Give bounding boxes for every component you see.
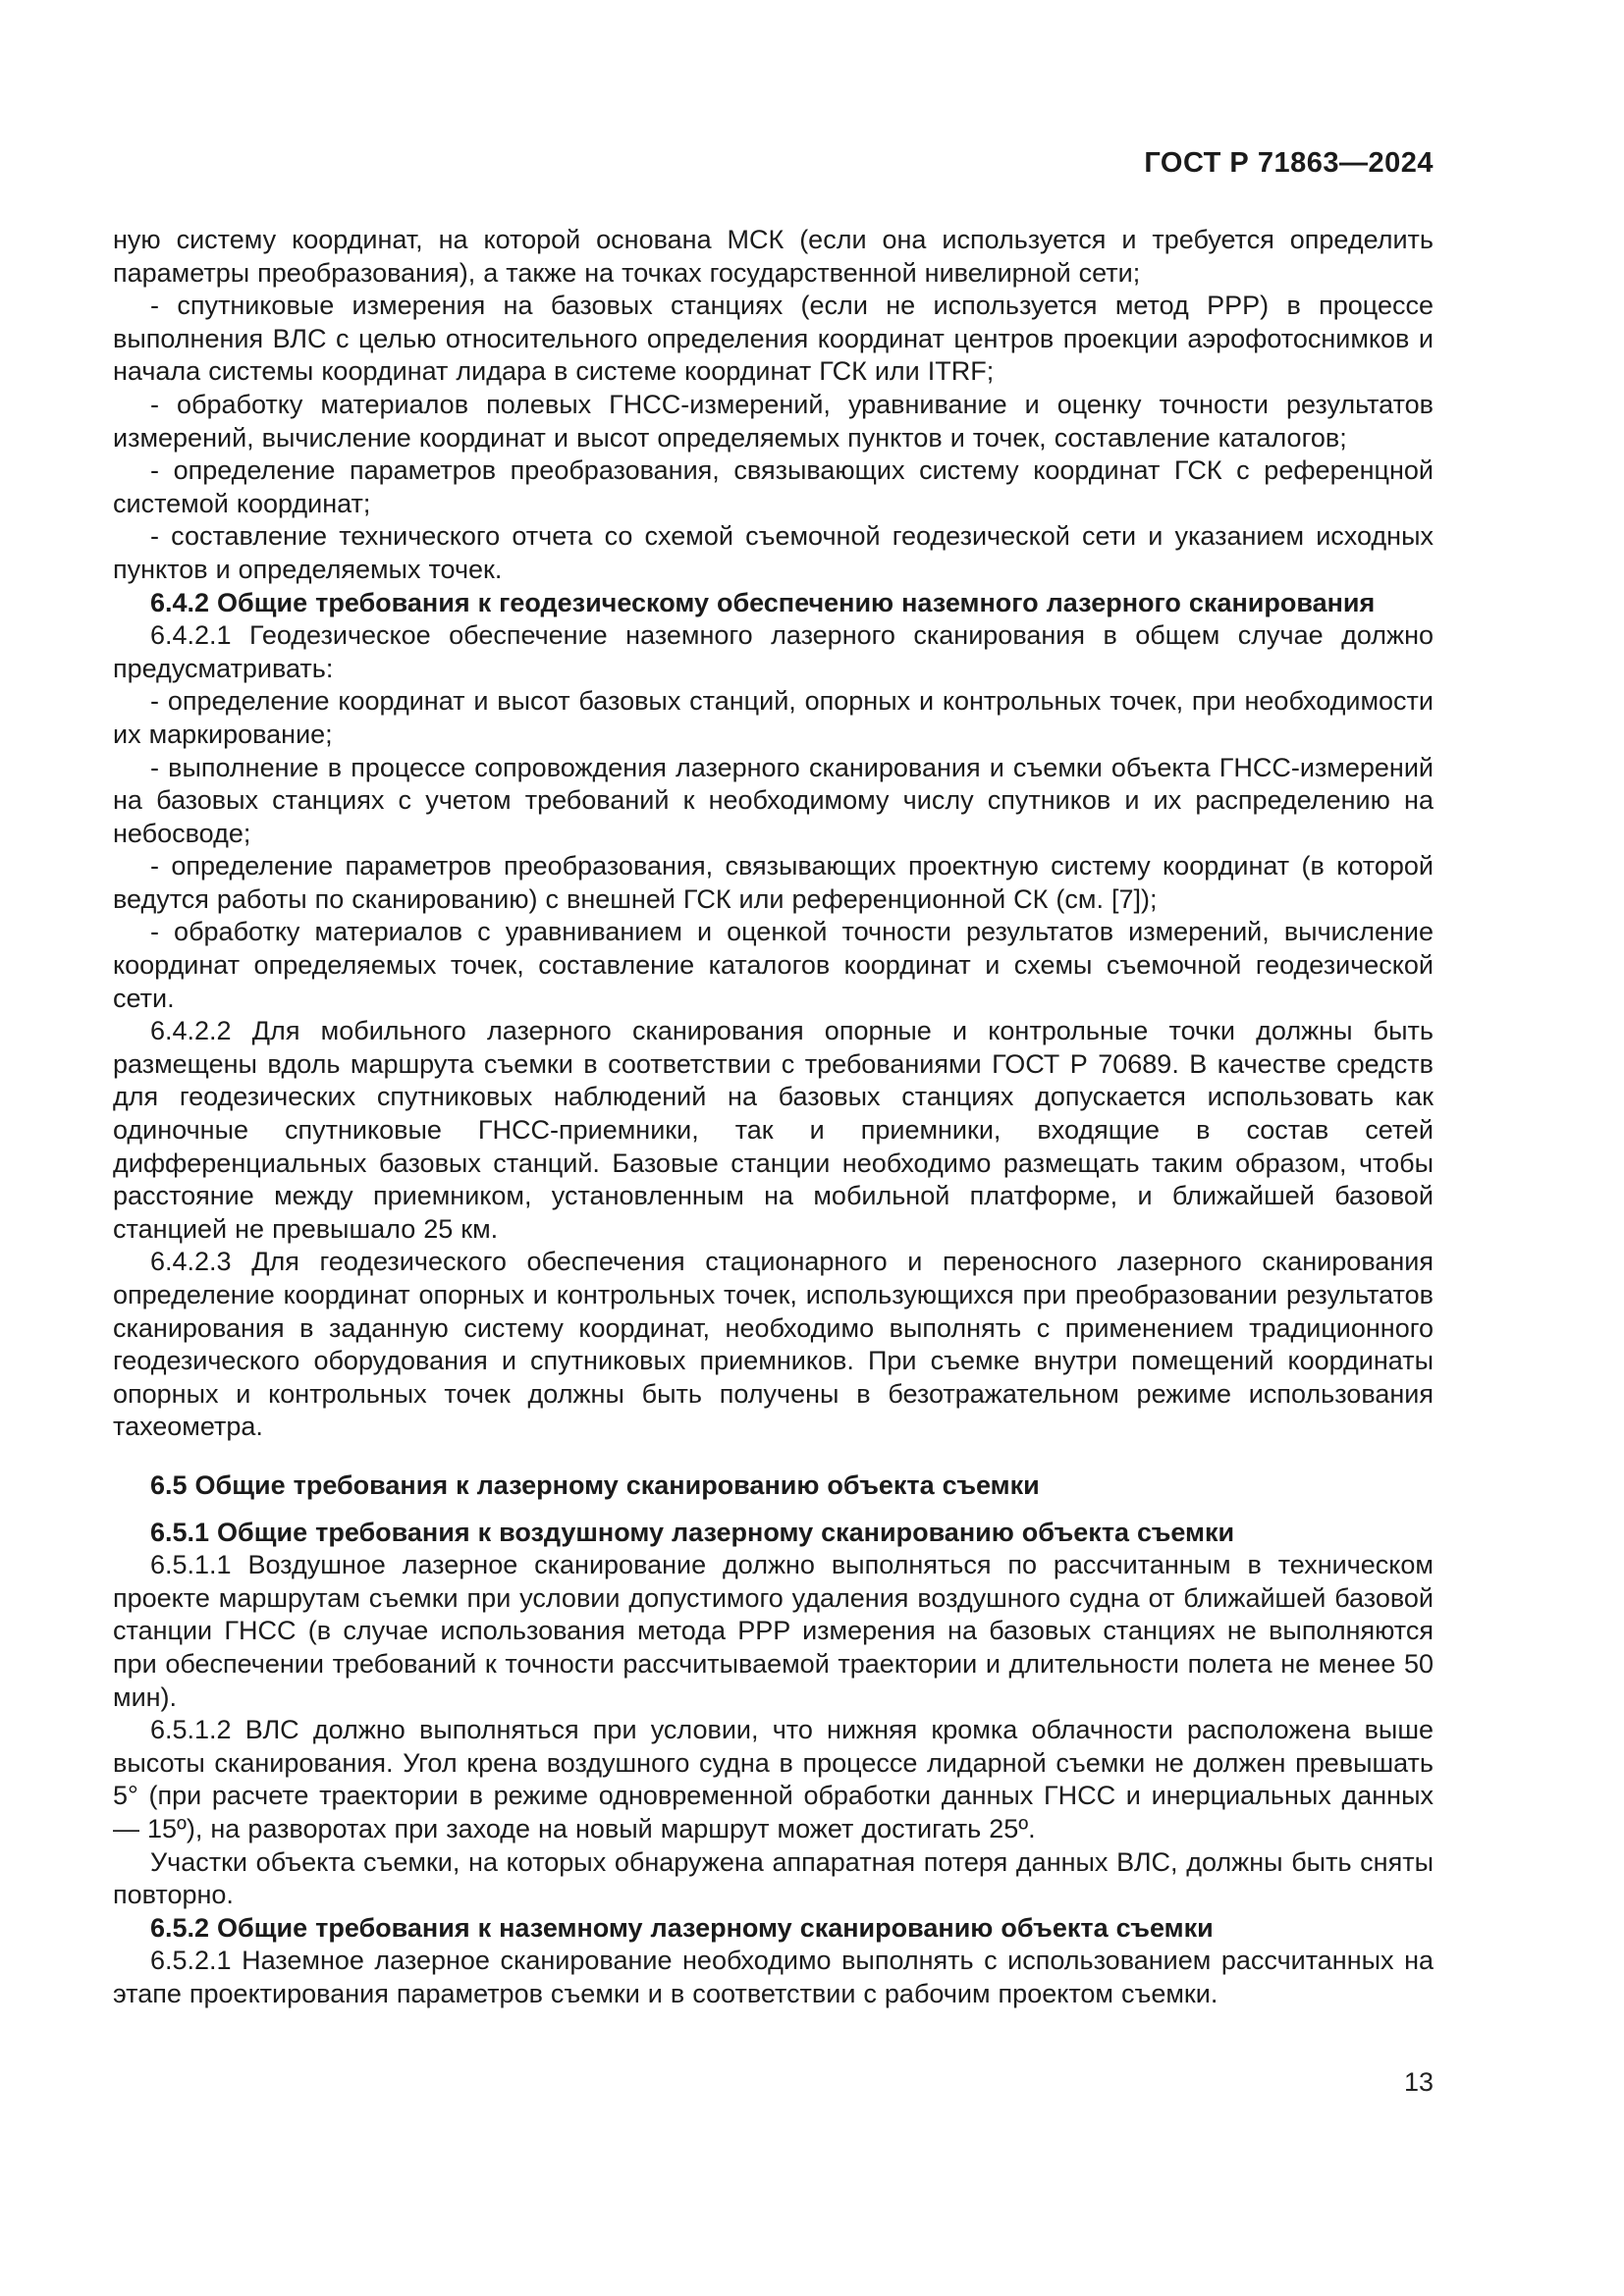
paragraph: - выполнение в процессе сопровождения лазерного сканирования и съемки объекта ГНСС-измерений на базовых станциях с учетом требований к необходимому числу спутников и их распределению на небосводе; xyxy=(113,752,1434,848)
paragraph: - спутниковые измерения на базовых станциях (если не используется метод PPP) в процессе выполнения ВЛС с целью относительного определения координат центров проекции аэрофотоснимков и начала системы координат лидара в системе координат ГСК или ITRF; xyxy=(113,291,1434,387)
paragraph: - составление технического отчета со схемой съемочной геодезической сети и указанием исходных пунктов и определяемых точек. xyxy=(113,521,1434,584)
paragraph: 6.5.2.1 Наземное лазерное сканирование необходимо выполнять с использованием рассчитанных на этапе проектирования параметров съемки и в соответствии с рабочим проектом съемки. xyxy=(113,1946,1434,2008)
document-header: ГОСТ Р 71863—2024 xyxy=(1144,147,1434,179)
paragraph: ную систему координат, на которой основана МСК (если она используется и требуется определить параметры преобразования), а также на точках государственной нивелирной сети; xyxy=(113,225,1434,288)
paragraph: - определение параметров преобразования, связывающих проектную систему координат (в которой ведутся работы по сканированию) с внешней ГСК или референционной СК (см. [7]); xyxy=(113,851,1434,914)
paragraph: 6.5.1.2 ВЛС должно выполняться при условии, что нижняя кромка облачности расположена выше высоты сканирования. Угол крена воздушного судна в процессе лидарной съемки не должен превышать 5° (при расчете траектории в режиме одновременной обработки данных ГНСС и инерциальных данных — 15º), на разворотах при заходе на новый маршрут может достигать 25º. xyxy=(113,1715,1434,1843)
section-heading: 6.4.2 Общие требования к геодезическому обеспечению наземного лазерного сканирования xyxy=(150,587,1376,617)
page-number: 13 xyxy=(1403,2067,1434,2097)
paragraph: - обработку материалов с уравниванием и оценкой точности результатов измерений, вычисление координат определяемых точек, составление каталогов координат и схемы съемочной геодезической сети. xyxy=(113,917,1434,1013)
paragraph: 6.5.1.1 Воздушное лазерное сканирование должно выполняться по рассчитанным в техническом проекте маршрутам съемки при условии допустимого удаления воздушного судна от ближайшей базовой станции ГНСС (в случае использования метода PPP измерения на базовых станциях не выполняются при обеспечении требований к точности рассчитываемой траектории и длительности полета не менее 50 мин). xyxy=(113,1550,1434,1712)
paragraph: - обработку материалов полевых ГНСС-измерений, уравнивание и оценку точности результатов измерений, вычисление координат и высот определяемых пунктов и точек, составление каталогов; xyxy=(113,389,1434,453)
paragraph: 6.4.2.3 Для геодезического обеспечения стационарного и переносного лазерного сканирования определение координат опорных и контрольных точек, использующихся при преобразовании результатов сканирования в заданную систему координат, необходимо выполнять с применением традиционного геодезического оборудования и спутниковых приемников. При съемке внутри помещений координаты опорных и контрольных точек должны быть получены в безотражательном режиме использования тахеометра. xyxy=(113,1247,1434,1442)
paragraph: - определение координат и высот базовых станций, опорных и контрольных точек, при необходимости их маркирование; xyxy=(113,686,1434,749)
section-heading: 6.5 Общие требования к лазерному сканированию объекта съемки xyxy=(150,1469,1040,1500)
section-heading: 6.5.1 Общие требования к воздушному лазерному сканированию объекта съемки xyxy=(150,1517,1235,1547)
paragraph: - определение параметров преобразования, связывающих систему координат ГСК с референцной системой координат; xyxy=(113,455,1434,518)
paragraph: Участки объекта съемки, на которых обнаружена аппаратная потеря данных ВЛС, должны быть сняты повторно. xyxy=(113,1846,1434,1910)
paragraph: 6.4.2.1 Геодезическое обеспечение наземного лазерного сканирования в общем случае должно предусматривать: xyxy=(113,620,1434,683)
paragraph: 6.4.2.2 Для мобильного лазерного сканирования опорные и контрольные точки должны быть размещены вдоль маршрута съемки в соответствии с требованиями ГОСТ Р 70689. В качестве средств для геодезических спутниковых наблюдений на базовых станциях допускается использовать как одиночные спутниковые ГНСС-приемники, так и приемники, входящие в состав сетей дифференциальных базовых станций. Базовые станции необходимо размещать таким образом, чтобы расстояние между приемником, установленным на мобильной платформе, и ближайшей базовой станцией не превышало 25 км. xyxy=(113,1016,1434,1244)
section-heading: 6.5.2 Общие требования к наземному лазерному сканированию объекта съемки xyxy=(150,1912,1214,1943)
document-body xyxy=(113,224,1434,2010)
